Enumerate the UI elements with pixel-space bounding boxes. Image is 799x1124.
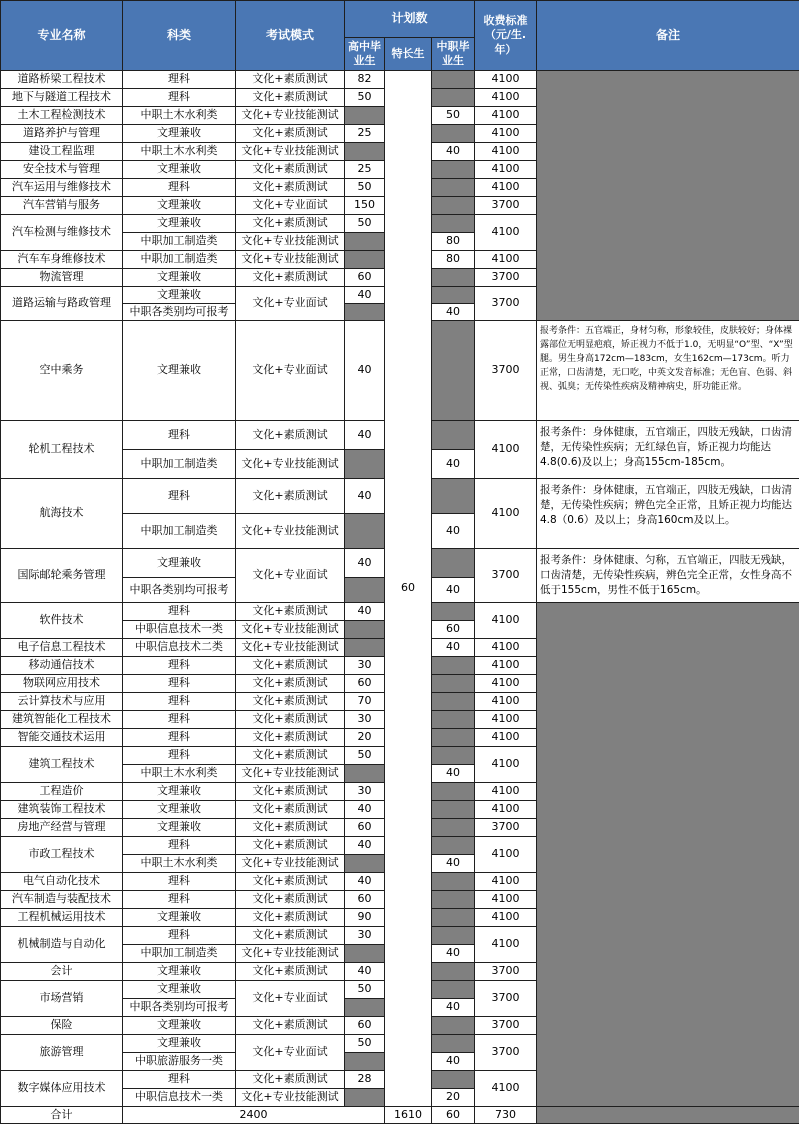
hs-plan-cell — [345, 1053, 385, 1071]
exam-mode-cell: 文化+素质测试 — [236, 693, 345, 711]
header-hs-graduates: 高中毕业生 — [345, 38, 385, 71]
major-name-cell: 物流管理 — [1, 269, 123, 287]
exam-mode-cell: 文化+素质测试 — [236, 71, 345, 89]
major-name-cell: 地下与隧道工程技术 — [1, 89, 123, 107]
major-name-cell: 汽车运用与维修技术 — [1, 179, 123, 197]
vs-plan-cell — [432, 891, 475, 909]
vs-plan-cell — [432, 603, 475, 621]
exam-mode-cell: 文化+专业技能测试 — [236, 450, 345, 479]
category-cell: 理科 — [123, 657, 236, 675]
hs-plan-cell: 25 — [345, 125, 385, 143]
hs-plan-cell: 40 — [345, 963, 385, 981]
hs-plan-cell — [345, 639, 385, 657]
total-hs: 1610 — [385, 1107, 432, 1124]
major-name-cell: 保险 — [1, 1017, 123, 1035]
hs-plan-cell: 150 — [345, 197, 385, 215]
hs-plan-cell: 82 — [345, 71, 385, 89]
vs-plan-cell — [432, 729, 475, 747]
vs-plan-cell — [432, 1017, 475, 1035]
category-cell: 理科 — [123, 873, 236, 891]
exam-mode-cell: 文化+专业面试 — [236, 549, 345, 603]
category-cell: 理科 — [123, 711, 236, 729]
major-name-cell: 汽车车身维修技术 — [1, 251, 123, 269]
vs-plan-cell — [432, 819, 475, 837]
major-name-cell: 机械制造与自动化 — [1, 927, 123, 963]
category-cell: 理科 — [123, 71, 236, 89]
vs-plan-cell — [432, 783, 475, 801]
hs-plan-cell: 30 — [345, 927, 385, 945]
category-cell: 文理兼收 — [123, 1035, 236, 1053]
total-sum: 2400 — [123, 1107, 385, 1124]
category-cell: 文理兼收 — [123, 215, 236, 233]
category-cell: 中职信息技术二类 — [123, 639, 236, 657]
category-cell: 文理兼收 — [123, 783, 236, 801]
header-fee: 收费标准（元/生.年） — [475, 1, 537, 71]
hs-plan-cell: 30 — [345, 657, 385, 675]
hs-plan-cell: 40 — [345, 837, 385, 855]
category-cell: 中职加工制造类 — [123, 514, 236, 549]
category-cell: 理科 — [123, 837, 236, 855]
total-label: 合计 — [1, 1107, 123, 1124]
fee-cell: 4100 — [475, 603, 537, 639]
vs-plan-cell — [432, 801, 475, 819]
fee-cell: 3700 — [475, 819, 537, 837]
fee-cell: 3700 — [475, 981, 537, 1017]
total-vs: 730 — [475, 1107, 537, 1124]
vs-plan-cell: 40 — [432, 450, 475, 479]
hs-plan-cell — [345, 450, 385, 479]
vs-plan-cell — [432, 549, 475, 578]
header-row — [1, 1, 799, 38]
vs-plan-cell — [432, 711, 475, 729]
vs-plan-cell: 40 — [432, 1053, 475, 1071]
category-cell: 文理兼收 — [123, 161, 236, 179]
hs-plan-cell — [345, 251, 385, 269]
fee-cell: 4100 — [475, 837, 537, 873]
exam-mode-cell: 文化+专业技能测试 — [236, 107, 345, 125]
vs-plan-cell — [432, 421, 475, 450]
major-name-cell: 房地产经营与管理 — [1, 819, 123, 837]
category-cell: 理科 — [123, 693, 236, 711]
hs-plan-cell — [345, 621, 385, 639]
vs-plan-cell: 40 — [432, 855, 475, 873]
exam-mode-cell: 文化+专业技能测试 — [236, 233, 345, 251]
hs-plan-cell: 50 — [345, 89, 385, 107]
hs-plan-cell: 60 — [345, 1017, 385, 1035]
category-cell: 理科 — [123, 927, 236, 945]
header-exam-mode: 考试模式 — [236, 1, 345, 71]
major-name-cell: 市政工程技术 — [1, 837, 123, 873]
fee-cell: 3700 — [475, 321, 537, 421]
fee-cell: 4100 — [475, 657, 537, 675]
hs-plan-cell — [345, 945, 385, 963]
note-cell: 报考条件：身体健康，五官端正，四肢无残缺，口齿清楚，无传染性疾病；辨色完全正常，且矫正视力均能达4.8（0.6）及以上；身高160cm及以上。 — [537, 479, 799, 549]
exam-mode-cell: 文化+素质测试 — [236, 269, 345, 287]
category-cell: 理科 — [123, 747, 236, 765]
exam-mode-cell: 文化+素质测试 — [236, 421, 345, 450]
exam-mode-cell: 文化+素质测试 — [236, 711, 345, 729]
fee-cell: 4100 — [475, 161, 537, 179]
major-name-cell: 建筑智能化工程技术 — [1, 711, 123, 729]
fee-cell: 4100 — [475, 421, 537, 479]
major-name-cell: 安全技术与管理 — [1, 161, 123, 179]
fee-cell: 4100 — [475, 179, 537, 197]
exam-mode-cell: 文化+素质测试 — [236, 675, 345, 693]
hs-plan-cell: 40 — [345, 873, 385, 891]
vs-plan-cell: 80 — [432, 251, 475, 269]
category-cell: 文理兼收 — [123, 819, 236, 837]
header-category: 科类 — [123, 1, 236, 71]
exam-mode-cell: 文化+素质测试 — [236, 729, 345, 747]
exam-mode-cell: 文化+专业技能测试 — [236, 143, 345, 161]
major-name-cell: 建筑装饰工程技术 — [1, 801, 123, 819]
major-name-cell: 会计 — [1, 963, 123, 981]
vs-plan-cell: 40 — [432, 143, 475, 161]
vs-plan-cell — [432, 125, 475, 143]
vs-plan-cell — [432, 657, 475, 675]
exam-mode-cell: 文化+素质测试 — [236, 479, 345, 514]
vs-plan-cell — [432, 197, 475, 215]
fee-cell: 3700 — [475, 549, 537, 603]
hs-plan-cell: 40 — [345, 801, 385, 819]
note-cell: 报考条件：五官端正，身材匀称，形象较佳，皮肤较好；身体裸露部位无明显疤痕，矫正视力不低于1.0，无明显“O”型、“X”型腿。男生身高172cm—183cm，女生162cm—173cm。听力正常，口齿清楚，无口吃，中英文发音标准；无色盲、色弱、斜视、弧臭；无传染性疾病及精神病史，肝功能正常。 — [537, 321, 799, 421]
exam-mode-cell: 文化+专业技能测试 — [236, 639, 345, 657]
hs-plan-cell — [345, 999, 385, 1017]
vs-plan-cell — [432, 89, 475, 107]
major-name-cell: 轮机工程技术 — [1, 421, 123, 479]
fee-cell: 4100 — [475, 873, 537, 891]
category-cell: 中职各类别均可报考 — [123, 999, 236, 1017]
major-name-cell: 工程造价 — [1, 783, 123, 801]
exam-mode-cell: 文化+专业技能测试 — [236, 855, 345, 873]
fee-cell: 3700 — [475, 269, 537, 287]
fee-cell: 4100 — [475, 801, 537, 819]
category-cell: 理科 — [123, 421, 236, 450]
hs-plan-cell — [345, 1089, 385, 1107]
vs-plan-cell — [432, 269, 475, 287]
exam-mode-cell: 文化+专业技能测试 — [236, 765, 345, 783]
vs-plan-cell: 40 — [432, 765, 475, 783]
major-name-cell: 电子信息工程技术 — [1, 639, 123, 657]
hs-plan-cell — [345, 304, 385, 321]
category-cell: 中职加工制造类 — [123, 251, 236, 269]
exam-mode-cell: 文化+素质测试 — [236, 909, 345, 927]
vs-plan-cell — [432, 71, 475, 89]
hs-plan-cell: 50 — [345, 747, 385, 765]
special-plan-cell: 60 — [385, 71, 432, 1107]
hs-plan-cell: 30 — [345, 711, 385, 729]
vs-plan-cell: 40 — [432, 514, 475, 549]
hs-plan-cell: 50 — [345, 215, 385, 233]
major-name-cell: 土木工程检测技术 — [1, 107, 123, 125]
hs-plan-cell — [345, 107, 385, 125]
exam-mode-cell: 文化+素质测试 — [236, 1071, 345, 1089]
hs-plan-cell — [345, 233, 385, 251]
major-name-cell: 空中乘务 — [1, 321, 123, 421]
exam-mode-cell: 文化+专业面试 — [236, 981, 345, 1017]
major-name-cell: 道路养护与管理 — [1, 125, 123, 143]
fee-cell: 3700 — [475, 197, 537, 215]
exam-mode-cell: 文化+专业技能测试 — [236, 621, 345, 639]
major-name-cell: 云计算技术与应用 — [1, 693, 123, 711]
vs-plan-cell — [432, 287, 475, 304]
table-row — [1, 71, 799, 89]
note-empty-cell — [537, 71, 799, 321]
category-cell: 理科 — [123, 89, 236, 107]
exam-mode-cell: 文化+专业面试 — [236, 197, 345, 215]
exam-mode-cell: 文化+专业技能测试 — [236, 945, 345, 963]
category-cell: 中职土木水利类 — [123, 765, 236, 783]
major-name-cell: 航海技术 — [1, 479, 123, 549]
hs-plan-cell — [345, 765, 385, 783]
category-cell: 中职土木水利类 — [123, 143, 236, 161]
fee-cell: 4100 — [475, 71, 537, 89]
header-major: 专业名称 — [1, 1, 123, 71]
fee-cell: 4100 — [475, 891, 537, 909]
vs-plan-cell — [432, 927, 475, 945]
category-cell: 中职土木水利类 — [123, 855, 236, 873]
hs-plan-cell — [345, 855, 385, 873]
category-cell: 理科 — [123, 603, 236, 621]
fee-cell: 4100 — [475, 125, 537, 143]
hs-plan-cell: 90 — [345, 909, 385, 927]
fee-cell: 4100 — [475, 711, 537, 729]
exam-mode-cell: 文化+素质测试 — [236, 873, 345, 891]
category-cell: 文理兼收 — [123, 125, 236, 143]
note-cell: 报考条件：身体健康，五官端正，四肢无残缺，口齿清楚，无传染性疾病；无红绿色盲，矫正视力均能达4.8(0.6)及以上；身高155cm-185cm。 — [537, 421, 799, 479]
category-cell: 中职加工制造类 — [123, 945, 236, 963]
vs-plan-cell: 60 — [432, 621, 475, 639]
vs-plan-cell — [432, 837, 475, 855]
category-cell: 中职信息技术一类 — [123, 1089, 236, 1107]
category-cell: 文理兼收 — [123, 549, 236, 578]
exam-mode-cell: 文化+素质测试 — [236, 819, 345, 837]
vs-plan-cell: 40 — [432, 578, 475, 603]
vs-plan-cell: 40 — [432, 639, 475, 657]
vs-plan-cell — [432, 1035, 475, 1053]
fee-cell: 4100 — [475, 89, 537, 107]
major-name-cell: 软件技术 — [1, 603, 123, 639]
exam-mode-cell: 文化+素质测试 — [236, 125, 345, 143]
hs-plan-cell: 60 — [345, 891, 385, 909]
hs-plan-cell: 28 — [345, 1071, 385, 1089]
exam-mode-cell: 文化+素质测试 — [236, 801, 345, 819]
category-cell: 文理兼收 — [123, 801, 236, 819]
category-cell: 中职土木水利类 — [123, 107, 236, 125]
hs-plan-cell: 40 — [345, 421, 385, 450]
major-name-cell: 汽车检测与维修技术 — [1, 215, 123, 251]
category-cell: 理科 — [123, 675, 236, 693]
category-cell: 中职加工制造类 — [123, 233, 236, 251]
major-name-cell: 数字媒体应用技术 — [1, 1071, 123, 1107]
category-cell: 文理兼收 — [123, 1017, 236, 1035]
major-name-cell: 电气自动化技术 — [1, 873, 123, 891]
category-cell: 理科 — [123, 729, 236, 747]
hs-plan-cell: 40 — [345, 321, 385, 421]
vs-plan-cell — [432, 981, 475, 999]
total-special: 60 — [432, 1107, 475, 1124]
exam-mode-cell: 文化+素质测试 — [236, 215, 345, 233]
exam-mode-cell: 文化+素质测试 — [236, 747, 345, 765]
fee-cell: 4100 — [475, 747, 537, 783]
hs-plan-cell: 40 — [345, 479, 385, 514]
vs-plan-cell — [432, 675, 475, 693]
fee-cell: 4100 — [475, 251, 537, 269]
vs-plan-cell — [432, 963, 475, 981]
category-cell: 中职加工制造类 — [123, 450, 236, 479]
category-cell: 理科 — [123, 479, 236, 514]
hs-plan-cell: 50 — [345, 981, 385, 999]
header-note: 备注 — [537, 1, 799, 71]
total-row — [1, 1107, 799, 1124]
category-cell: 文理兼收 — [123, 909, 236, 927]
vs-plan-cell — [432, 693, 475, 711]
header-vs-graduates: 中职毕业生 — [432, 38, 475, 71]
hs-plan-cell: 60 — [345, 819, 385, 837]
major-name-cell: 建筑工程技术 — [1, 747, 123, 783]
fee-cell: 4100 — [475, 675, 537, 693]
hs-plan-cell: 60 — [345, 269, 385, 287]
exam-mode-cell: 文化+素质测试 — [236, 783, 345, 801]
category-cell: 文理兼收 — [123, 287, 236, 304]
fee-cell: 4100 — [475, 729, 537, 747]
fee-cell: 4100 — [475, 639, 537, 657]
category-cell: 中职各类别均可报考 — [123, 578, 236, 603]
exam-mode-cell: 文化+专业技能测试 — [236, 251, 345, 269]
exam-mode-cell: 文化+素质测试 — [236, 837, 345, 855]
exam-mode-cell: 文化+专业技能测试 — [236, 1089, 345, 1107]
fee-cell: 3700 — [475, 287, 537, 321]
exam-mode-cell: 文化+素质测试 — [236, 1017, 345, 1035]
exam-mode-cell: 文化+素质测试 — [236, 657, 345, 675]
major-name-cell: 道路桥梁工程技术 — [1, 71, 123, 89]
vs-plan-cell — [432, 321, 475, 421]
fee-cell: 4100 — [475, 107, 537, 125]
hs-plan-cell: 60 — [345, 675, 385, 693]
vs-plan-cell — [432, 1071, 475, 1089]
fee-cell: 3700 — [475, 1017, 537, 1035]
category-cell: 中职各类别均可报考 — [123, 304, 236, 321]
vs-plan-cell: 40 — [432, 304, 475, 321]
major-name-cell: 工程机械运用技术 — [1, 909, 123, 927]
vs-plan-cell: 80 — [432, 233, 475, 251]
category-cell: 理科 — [123, 1071, 236, 1089]
vs-plan-cell — [432, 215, 475, 233]
major-name-cell: 物联网应用技术 — [1, 675, 123, 693]
category-cell: 理科 — [123, 179, 236, 197]
hs-plan-cell: 70 — [345, 693, 385, 711]
fee-cell: 4100 — [475, 1071, 537, 1107]
exam-mode-cell: 文化+专业面试 — [236, 287, 345, 321]
vs-plan-cell: 20 — [432, 1089, 475, 1107]
vs-plan-cell — [432, 479, 475, 514]
fee-cell: 4100 — [475, 783, 537, 801]
hs-plan-cell — [345, 578, 385, 603]
vs-plan-cell: 40 — [432, 999, 475, 1017]
fee-cell: 4100 — [475, 479, 537, 549]
category-cell: 文理兼收 — [123, 981, 236, 999]
exam-mode-cell: 文化+素质测试 — [236, 603, 345, 621]
note-empty-cell — [537, 603, 799, 1107]
vs-plan-cell — [432, 909, 475, 927]
header-special-students: 特长生 — [385, 38, 432, 71]
header-plan: 计划数 — [345, 1, 475, 38]
hs-plan-cell: 25 — [345, 161, 385, 179]
fee-cell: 4100 — [475, 909, 537, 927]
exam-mode-cell: 文化+素质测试 — [236, 89, 345, 107]
vs-plan-cell — [432, 161, 475, 179]
category-cell: 文理兼收 — [123, 197, 236, 215]
fee-cell: 4100 — [475, 693, 537, 711]
fee-cell: 3700 — [475, 1035, 537, 1071]
hs-plan-cell: 40 — [345, 549, 385, 578]
exam-mode-cell: 文化+素质测试 — [236, 891, 345, 909]
hs-plan-cell: 50 — [345, 1035, 385, 1053]
vs-plan-cell: 40 — [432, 945, 475, 963]
major-name-cell: 国际邮轮乘务管理 — [1, 549, 123, 603]
exam-mode-cell: 文化+专业面试 — [236, 1035, 345, 1071]
note-cell: 报考条件：身体健康、匀称，五官端正，四肢无残缺，口齿清楚，无传染性疾病，辨色完全正常，女性身高不低于155cm，男性不低于165cm。 — [537, 549, 799, 603]
category-cell: 文理兼收 — [123, 269, 236, 287]
major-name-cell: 旅游管理 — [1, 1035, 123, 1071]
hs-plan-cell — [345, 514, 385, 549]
exam-mode-cell: 文化+素质测试 — [236, 963, 345, 981]
vs-plan-cell — [432, 873, 475, 891]
total-blank — [537, 1107, 799, 1124]
major-name-cell: 市场营销 — [1, 981, 123, 1017]
category-cell: 中职旅游服务一类 — [123, 1053, 236, 1071]
fee-cell: 3700 — [475, 963, 537, 981]
exam-mode-cell: 文化+素质测试 — [236, 179, 345, 197]
major-name-cell: 智能交通技术运用 — [1, 729, 123, 747]
hs-plan-cell — [345, 143, 385, 161]
hs-plan-cell: 40 — [345, 603, 385, 621]
fee-cell: 4100 — [475, 927, 537, 963]
vs-plan-cell — [432, 179, 475, 197]
fee-cell: 4100 — [475, 143, 537, 161]
hs-plan-cell: 50 — [345, 179, 385, 197]
hs-plan-cell: 20 — [345, 729, 385, 747]
exam-mode-cell: 文化+专业面试 — [236, 321, 345, 421]
hs-plan-cell: 40 — [345, 287, 385, 304]
exam-mode-cell: 文化+专业技能测试 — [236, 514, 345, 549]
major-name-cell: 建设工程监理 — [1, 143, 123, 161]
exam-mode-cell: 文化+素质测试 — [236, 927, 345, 945]
major-name-cell: 汽车营销与服务 — [1, 197, 123, 215]
major-name-cell: 道路运输与路政管理 — [1, 287, 123, 321]
category-cell: 理科 — [123, 891, 236, 909]
category-cell: 文理兼收 — [123, 321, 236, 421]
exam-mode-cell: 文化+素质测试 — [236, 161, 345, 179]
vs-plan-cell — [432, 747, 475, 765]
hs-plan-cell: 30 — [345, 783, 385, 801]
fee-cell: 4100 — [475, 215, 537, 251]
category-cell: 文理兼收 — [123, 963, 236, 981]
category-cell: 中职信息技术一类 — [123, 621, 236, 639]
vs-plan-cell: 50 — [432, 107, 475, 125]
major-name-cell: 移动通信技术 — [1, 657, 123, 675]
major-name-cell: 汽车制造与装配技术 — [1, 891, 123, 909]
